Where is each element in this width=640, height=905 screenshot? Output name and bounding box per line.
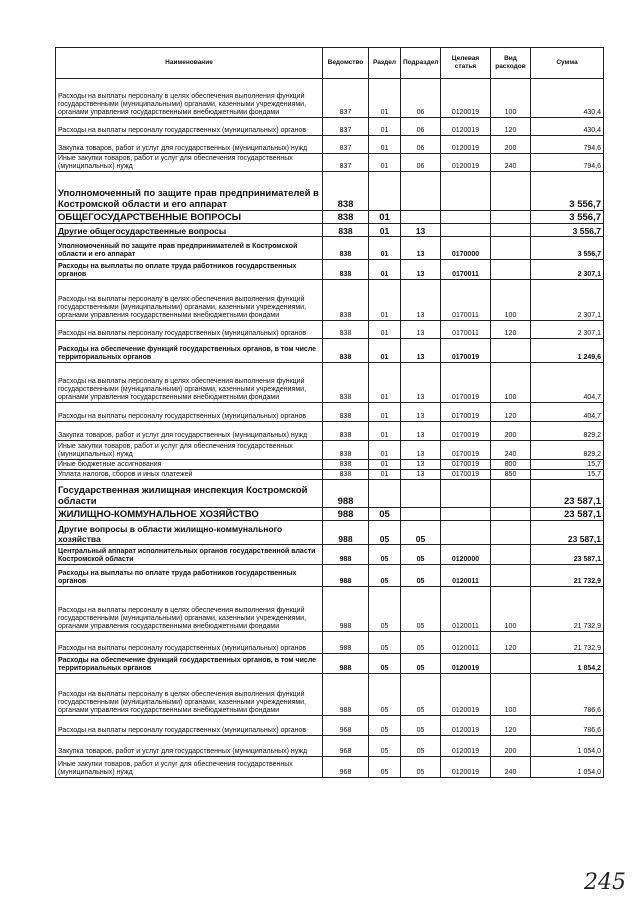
table-row: [56, 422, 604, 441]
table-row: [56, 339, 604, 363]
row-amount: 430,4: [531, 79, 604, 118]
row-department: 838: [323, 403, 369, 422]
row-expense-type: [491, 172, 531, 211]
row-subsection: 05: [401, 632, 441, 654]
row-amount: 404,7: [531, 403, 604, 422]
table-row: [56, 441, 604, 460]
row-subsection: 13: [401, 441, 441, 460]
table-row: [56, 224, 604, 237]
table-row: [56, 470, 604, 480]
row-department: 988: [323, 545, 369, 565]
row-amount: 3 556,7: [531, 224, 604, 237]
row-expense-type: 240: [491, 757, 531, 778]
table-row: [56, 118, 604, 136]
row-name: Расходы на выплаты персоналу государственных (муниципальных) органов: [56, 321, 323, 339]
row-name: Закупка товаров, работ и услуг для государственных (муниципальных) нужд: [56, 136, 323, 154]
row-subsection: 05: [401, 545, 441, 565]
row-target-article: 0170011: [441, 280, 491, 321]
row-amount: 23 587,1: [531, 480, 604, 508]
row-name: Расходы на выплаты персоналу государственных (муниципальных) органов: [56, 403, 323, 422]
row-expense-type: 100: [491, 79, 531, 118]
row-target-article: 0120019: [441, 79, 491, 118]
row-expense-type: 240: [491, 154, 531, 172]
row-name: ЖИЛИЩНО-КОММУНАЛЬНОЕ ХОЗЯЙСТВО: [56, 508, 323, 521]
row-expense-type: 240: [491, 441, 531, 460]
row-target-article: 0170011: [441, 321, 491, 339]
table-row: [56, 521, 604, 545]
table-row: [56, 460, 604, 470]
row-amount: 1 249,6: [531, 339, 604, 363]
row-section: 01: [369, 118, 401, 136]
row-amount: 786,6: [531, 674, 604, 716]
row-section: 01: [369, 224, 401, 237]
header-expense-type: Вид расходов: [491, 48, 531, 79]
row-amount: 794,6: [531, 154, 604, 172]
row-target-article: 0170019: [441, 363, 491, 403]
row-section: 05: [369, 521, 401, 545]
row-section: 05: [369, 654, 401, 674]
row-section: 05: [369, 736, 401, 757]
row-department: 838: [323, 422, 369, 441]
row-section: 01: [369, 211, 401, 224]
row-department: 837: [323, 79, 369, 118]
row-subsection: 05: [401, 674, 441, 716]
row-subsection: 05: [401, 521, 441, 545]
row-target-article: 0120019: [441, 136, 491, 154]
row-section: 01: [369, 403, 401, 422]
table-row: [56, 565, 604, 587]
row-department: 838: [323, 460, 369, 470]
row-department: 988: [323, 632, 369, 654]
row-section: 01: [369, 237, 401, 260]
row-target-article: 0120019: [441, 654, 491, 674]
row-name: Закупка товаров, работ и услуг для государственных (муниципальных) нужд: [56, 736, 323, 757]
row-subsection: 06: [401, 136, 441, 154]
row-subsection: 05: [401, 757, 441, 778]
row-name: Расходы на выплаты персоналу государственных (муниципальных) органов: [56, 716, 323, 736]
table-row: [56, 757, 604, 778]
row-department: 838: [323, 260, 369, 280]
row-name: Расходы на выплаты персоналу в целях обеспечения выполнения функций государственными (муниципальными) органами, казенными учреждениями, органами управления государственными внебюджетными фондами: [56, 363, 323, 403]
table-row: [56, 508, 604, 521]
header-name: Наименование: [56, 48, 323, 79]
row-subsection: 13: [401, 422, 441, 441]
row-section: 05: [369, 545, 401, 565]
table-row: [56, 654, 604, 674]
row-amount: 794,6: [531, 136, 604, 154]
row-name: Иные закупки товаров, работ и услуг для обеспечения государственных (муниципальных) нужд: [56, 154, 323, 172]
row-name: Иные закупки товаров, работ и услуг для обеспечения государственных (муниципальных) нужд: [56, 441, 323, 460]
row-amount: 15,7: [531, 470, 604, 480]
row-name: Уполномоченный по защите прав предпринимателей в Костромской области и его аппарат: [56, 172, 323, 211]
row-expense-type: 120: [491, 716, 531, 736]
row-target-article: 0120019: [441, 757, 491, 778]
row-amount: 430,4: [531, 118, 604, 136]
table-header-row: [56, 48, 604, 79]
row-department: 838: [323, 224, 369, 237]
row-section: 01: [369, 280, 401, 321]
row-subsection: [401, 480, 441, 508]
row-expense-type: [491, 224, 531, 237]
row-expense-type: [491, 565, 531, 587]
row-target-article: 0120019: [441, 674, 491, 716]
table-row: [56, 154, 604, 172]
row-section: 05: [369, 716, 401, 736]
row-name: Расходы на выплаты персоналу в целях обеспечения выполнения функций государственными (муниципальными) органами, казенными учреждениями, органами управления государственными внебюджетными фондами: [56, 79, 323, 118]
header-section: Раздел: [369, 48, 401, 79]
row-amount: 3 556,7: [531, 211, 604, 224]
row-department: 988: [323, 565, 369, 587]
row-amount: 829,2: [531, 441, 604, 460]
row-department: 838: [323, 172, 369, 211]
header-subsection: Подраздел: [401, 48, 441, 79]
row-subsection: 13: [401, 224, 441, 237]
row-expense-type: 100: [491, 674, 531, 716]
row-section: 01: [369, 136, 401, 154]
row-name: Иные бюджетные ассигнования: [56, 460, 323, 470]
row-subsection: 13: [401, 280, 441, 321]
row-target-article: 0170019: [441, 460, 491, 470]
row-target-article: 0170019: [441, 470, 491, 480]
row-amount: 15,7: [531, 460, 604, 470]
row-name: Центральный аппарат исполнительных органов государственной власти Костромской области: [56, 545, 323, 565]
row-department: 968: [323, 736, 369, 757]
row-expense-type: 200: [491, 422, 531, 441]
row-target-article: 0120011: [441, 632, 491, 654]
row-department: 837: [323, 154, 369, 172]
row-expense-type: [491, 339, 531, 363]
row-subsection: [401, 211, 441, 224]
table-body: [56, 79, 604, 778]
row-department: 988: [323, 587, 369, 632]
row-expense-type: 120: [491, 403, 531, 422]
row-subsection: 13: [401, 260, 441, 280]
row-target-article: [441, 521, 491, 545]
row-department: 988: [323, 480, 369, 508]
row-expense-type: 100: [491, 280, 531, 321]
row-amount: 2 307,1: [531, 321, 604, 339]
row-subsection: 06: [401, 118, 441, 136]
table-row: [56, 716, 604, 736]
row-department: 838: [323, 363, 369, 403]
row-expense-type: 120: [491, 321, 531, 339]
row-department: 988: [323, 508, 369, 521]
row-subsection: 05: [401, 736, 441, 757]
row-name: Расходы на выплаты персоналу в целях обеспечения выполнения функций государственными (муниципальными) органами, казенными учреждениями, органами управления государственными внебюджетными фондами: [56, 587, 323, 632]
row-expense-type: [491, 237, 531, 260]
row-amount: 21 732,9: [531, 632, 604, 654]
table-row: [56, 172, 604, 211]
row-expense-type: [491, 654, 531, 674]
table-row: [56, 545, 604, 565]
row-name: Расходы на обеспечение функций государственных органов, в том числе территориальных органов: [56, 339, 323, 363]
row-section: 01: [369, 321, 401, 339]
table-row: [56, 736, 604, 757]
row-subsection: [401, 508, 441, 521]
row-section: 05: [369, 587, 401, 632]
header-amount: Сумма: [531, 48, 604, 79]
row-name: Закупка товаров, работ и услуг для государственных (муниципальных) нужд: [56, 422, 323, 441]
row-name: Другие вопросы в области жилищно-коммунального хозяйства: [56, 521, 323, 545]
row-section: 05: [369, 632, 401, 654]
row-subsection: 06: [401, 154, 441, 172]
row-subsection: 05: [401, 565, 441, 587]
row-expense-type: [491, 480, 531, 508]
table-row: [56, 587, 604, 632]
row-expense-type: 120: [491, 118, 531, 136]
table-row: [56, 632, 604, 654]
row-expense-type: 120: [491, 632, 531, 654]
row-amount: 23 587,1: [531, 508, 604, 521]
row-amount: 21 732,9: [531, 587, 604, 632]
row-name: Уплата налогов, сборов и иных платежей: [56, 470, 323, 480]
row-department: 838: [323, 339, 369, 363]
row-target-article: [441, 172, 491, 211]
row-subsection: 13: [401, 403, 441, 422]
table-row: [56, 363, 604, 403]
row-name: Другие общегосударственные вопросы: [56, 224, 323, 237]
row-target-article: 0170019: [441, 422, 491, 441]
row-expense-type: 200: [491, 736, 531, 757]
header-target-article: Целевая статья: [441, 48, 491, 79]
row-name: Расходы на выплаты персоналу в целях обеспечения выполнения функций государственными (муниципальными) органами, казенными учреждениями, органами управления государственными внебюджетными фондами: [56, 280, 323, 321]
row-department: 838: [323, 237, 369, 260]
row-section: 01: [369, 363, 401, 403]
row-section: 05: [369, 565, 401, 587]
row-section: 01: [369, 441, 401, 460]
row-amount: 786,6: [531, 716, 604, 736]
row-section: 01: [369, 422, 401, 441]
row-amount: 1 054,0: [531, 736, 604, 757]
table-row: [56, 280, 604, 321]
row-target-article: 0170011: [441, 260, 491, 280]
row-name: Государственная жилищная инспекция Костромской области: [56, 480, 323, 508]
row-name: Расходы на выплаты персоналу государственных (муниципальных) органов: [56, 118, 323, 136]
row-amount: 1 054,0: [531, 757, 604, 778]
row-subsection: 05: [401, 716, 441, 736]
row-section: [369, 172, 401, 211]
row-target-article: [441, 211, 491, 224]
table-row: [56, 321, 604, 339]
table-row: [56, 211, 604, 224]
row-expense-type: [491, 545, 531, 565]
row-department: 988: [323, 654, 369, 674]
row-department: 968: [323, 716, 369, 736]
row-department: 838: [323, 211, 369, 224]
row-section: 01: [369, 470, 401, 480]
row-department: 838: [323, 470, 369, 480]
row-department: 838: [323, 321, 369, 339]
row-amount: 2 307,1: [531, 280, 604, 321]
row-section: [369, 480, 401, 508]
row-subsection: 05: [401, 587, 441, 632]
row-section: 01: [369, 154, 401, 172]
row-subsection: 13: [401, 460, 441, 470]
row-section: 05: [369, 757, 401, 778]
table-row: [56, 237, 604, 260]
row-expense-type: [491, 211, 531, 224]
row-department: 988: [323, 521, 369, 545]
table-row: [56, 260, 604, 280]
row-department: 838: [323, 441, 369, 460]
row-expense-type: [491, 260, 531, 280]
row-target-article: 0120019: [441, 118, 491, 136]
row-amount: 829,2: [531, 422, 604, 441]
row-target-article: 0170019: [441, 403, 491, 422]
row-amount: 23 587,1: [531, 521, 604, 545]
row-amount: 3 556,7: [531, 172, 604, 211]
row-amount: 404,7: [531, 363, 604, 403]
row-subsection: [401, 172, 441, 211]
row-section: 01: [369, 260, 401, 280]
row-expense-type: 800: [491, 460, 531, 470]
row-department: 837: [323, 136, 369, 154]
row-name: Иные закупки товаров, работ и услуг для обеспечения государственных (муниципальных) нужд: [56, 757, 323, 778]
row-subsection: 05: [401, 654, 441, 674]
row-subsection: 06: [401, 79, 441, 118]
row-expense-type: 850: [491, 470, 531, 480]
row-target-article: [441, 224, 491, 237]
row-target-article: [441, 508, 491, 521]
row-department: 838: [323, 280, 369, 321]
row-target-article: 0120019: [441, 154, 491, 172]
header-department: Ведомство: [323, 48, 369, 79]
row-amount: 23 587,1: [531, 545, 604, 565]
row-amount: 21 732,9: [531, 565, 604, 587]
row-target-article: [441, 480, 491, 508]
row-target-article: 0120000: [441, 545, 491, 565]
row-department: 837: [323, 118, 369, 136]
row-name: Расходы на выплаты персоналу в целях обеспечения выполнения функций государственными (муниципальными) органами, казенными учреждениями, органами управления государственными внебюджетными фондами: [56, 674, 323, 716]
row-amount: 2 307,1: [531, 260, 604, 280]
row-expense-type: 100: [491, 587, 531, 632]
table-row: [56, 79, 604, 118]
row-subsection: 13: [401, 470, 441, 480]
row-expense-type: [491, 521, 531, 545]
row-name: Расходы на выплаты по оплате труда работников государственных органов: [56, 565, 323, 587]
row-expense-type: 200: [491, 136, 531, 154]
table-row: [56, 674, 604, 716]
row-department: 988: [323, 674, 369, 716]
row-name: Уполномоченный по защите прав предпринимателей в Костромской области и его аппарат: [56, 237, 323, 260]
row-name: Расходы на выплаты по оплате труда работников государственных органов: [56, 260, 323, 280]
row-target-article: 0120011: [441, 565, 491, 587]
row-subsection: 13: [401, 321, 441, 339]
row-name: Расходы на выплаты персоналу государственных (муниципальных) органов: [56, 632, 323, 654]
row-target-article: 0120019: [441, 716, 491, 736]
row-name: ОБЩЕГОСУДАРСТВЕННЫЕ ВОПРОСЫ: [56, 211, 323, 224]
row-section: 01: [369, 79, 401, 118]
table-row: [56, 403, 604, 422]
row-target-article: 0170019: [441, 339, 491, 363]
row-target-article: 0170000: [441, 237, 491, 260]
row-subsection: 13: [401, 363, 441, 403]
row-target-article: 0120019: [441, 736, 491, 757]
row-expense-type: 100: [491, 363, 531, 403]
row-amount: 3 556,7: [531, 237, 604, 260]
table-row: [56, 136, 604, 154]
row-section: 05: [369, 508, 401, 521]
table-row: [56, 480, 604, 508]
row-subsection: 13: [401, 339, 441, 363]
row-section: 05: [369, 674, 401, 716]
page-number: 245: [584, 870, 626, 895]
row-expense-type: [491, 508, 531, 521]
row-section: 01: [369, 339, 401, 363]
row-name: Расходы на обеспечение функций государственных органов, в том числе территориальных органов: [56, 654, 323, 674]
row-department: 968: [323, 757, 369, 778]
budget-table: [55, 47, 604, 778]
row-target-article: 0120011: [441, 587, 491, 632]
row-subsection: 13: [401, 237, 441, 260]
row-target-article: 0170019: [441, 441, 491, 460]
row-section: 01: [369, 460, 401, 470]
row-amount: 1 854,2: [531, 654, 604, 674]
